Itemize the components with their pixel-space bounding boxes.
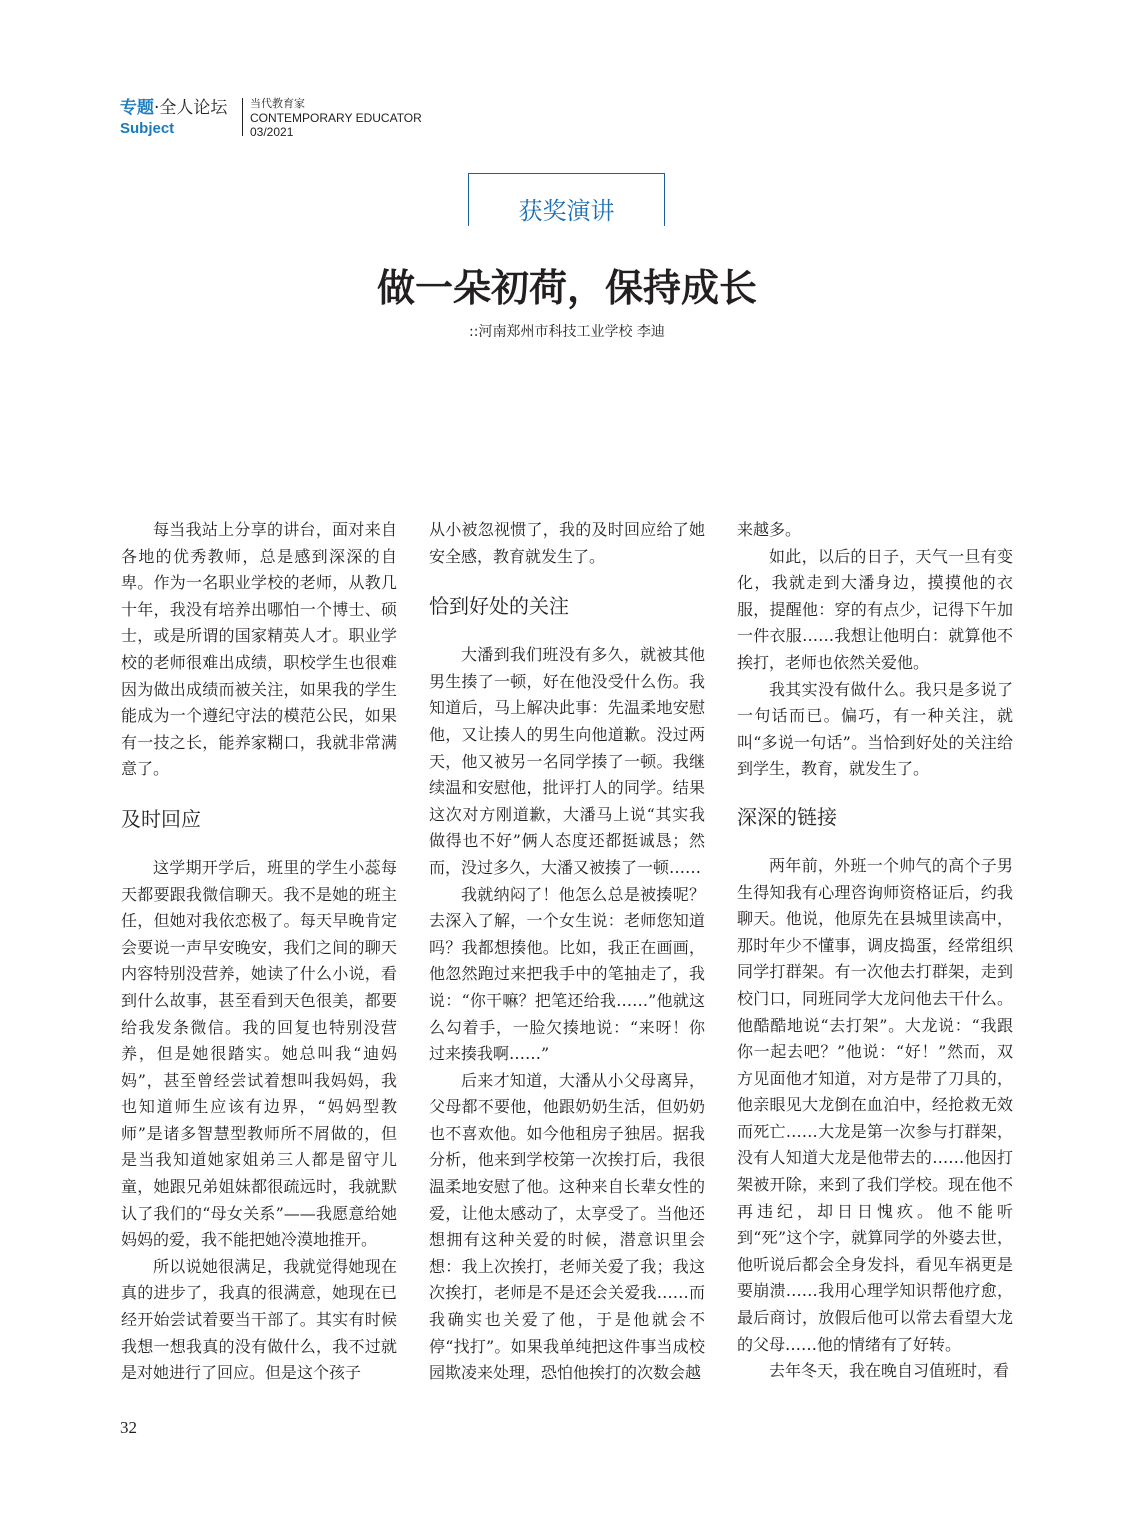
page-number: 32 [120, 1418, 137, 1437]
article-byline: ::河南郑州市科技工业学校 李迪 [469, 324, 665, 340]
issue-number: 03/2021 [250, 125, 294, 139]
column-tag: 获奖演讲 [518, 197, 615, 225]
paragraph: 每当我站上分享的讲台，面对来自各地的优秀教师，总是感到深深的自卑。作为一名职业学校的老师，从教几十年，我没有培养出哪怕一个博士、硕士，或是所谓的国家精英人才。职业学校的老师很难出成绩，职校学生也很难因为做出成绩而被关注，如果我的学生能成为一个遵纪守法的模范公民，如果有一技之长，能养家糊口，我就非常满意了。 [121, 520, 397, 779]
paragraph: 后来才知道，大潘从小父母离异，父母都不要他，他跟奶奶生活，但奶奶也不喜欢他。如今他租房子独居。据我分析，他来到学校第一次挨打后，我很温柔地安慰了他。这种来自长辈女性的爱，让他太感动了，太享受了。当他还想拥有这种关爱的时候，潜意识里会想：我上次挨打，老师关爱了我；我这次挨打，老师是不是还会关爱我……而我确实也关爱了他，于是他就会不停“找打”。如果我单纯把这件事当成校园欺凌来处理，恐怕他挨打的次数会越 [429, 1070, 705, 1383]
text-column-3 [737, 517, 1013, 1385]
paragraph: 两年前，外班一个帅气的高个子男生得知我有心理咨询师资格证后，约我聊天。他说，他原先在县城里读高中，那时年少不懂事，调皮捣蛋，经常组织同学打群架。有一次他去打群架，走到校门口，同班同学大龙问他去干什么。他酷酷地说“去打架”。大龙说：“我跟你一起去吧？”他说：“好！”然而，双方见面他才知道，对方是带了刀具的，他亲眼见大龙倒在血泊中，经抢救无效而死亡……大龙是第一次参与打群架，没有人知道大龙是他带去的……他因打架被开除，来到了我们学校。现在他不再违纪，却日日愧疚。他不能听到“死”这个字，就算同学的外婆去世，他听说后都会全身发抖，看见车祸更是要崩溃……我用心理学知识帮他疗愈，最后商讨，放假后他可以常去看望大龙的父母……他的情绪有了好转。 [737, 855, 1013, 1354]
section-label [120, 98, 227, 118]
magazine-info [250, 97, 422, 139]
paragraph: 这学期开学后，班里的学生小蕊每天都要跟我微信聊天。我不是她的班主任，但她对我依恋极了。每天早晚肯定会要说一声早安晚安，我们之间的聊天内容特别没营养，她读了什么小说，看到什么故事，甚至看到天色很美，都要给我发条微信。我的回复也特别没营养，但是她很踏实。她总叫我“迪妈妈”，甚至曾经尝试着想叫我妈妈，我也知道师生应该有边界，“妈妈型教师”是诸多智慧型教师所不屑做的，但是当我知道她家姐弟三人都是留守儿童，她跟兄弟姐妹都很疏远时，我就默认了我们的“母女关系”——我愿意给她妈妈的爱，我不能把她冷漠地推开。 [121, 857, 397, 1250]
paragraph-continued: 来越多。 [737, 520, 802, 539]
paragraph: 去年冬天，我在晚自习值班时，看 [769, 1361, 1010, 1381]
magazine-name-en: CONTEMPORARY EDUCATOR [250, 111, 422, 125]
paragraph: 大潘到我们班没有多久，就被其他男生揍了一顿，好在他没受什么伤。我知道后，马上解决此事：先温柔地安慰他，又让揍人的男生向他道歉。没过两天，他又被另一名同学揍了一顿。我继续温和安慰他，批评打人的同学。结果这次对方刚道歉，大潘马上说“其实我做得也不好”俩人态度还都挺诚恳；然而，没过多久，大潘又被揍了一顿…… [429, 645, 705, 877]
paragraph: 如此，以后的日子，天气一旦有变化，我就走到大潘身边，摸摸他的衣服，提醒他：穿的有点少，记得下午加一件衣服……我想让他明白：就算他不挨打，老师也依然关爱他。 [737, 546, 1013, 672]
paragraph-continued: 从小被忽视惯了，我的及时回应给了她安全感，教育就发生了。 [429, 520, 705, 566]
paragraph: 所以说她很满足，我就觉得她现在真的进步了，我真的很满意，她现在已经开始尝试着要当干部了。其实有时候我想一想我真的没有做什么，我不过就是对她进行了回应。但是这个孩子 [121, 1256, 397, 1383]
header-divider [242, 98, 243, 136]
magazine-name-cn: 当代教育家 [250, 97, 305, 110]
paragraph: 我其实没有做什么。我只是多说了一句话而已。偏巧，有一种关注，就叫“多说一句话”。当恰到好处的关注给到学生，教育，就发生了。 [737, 679, 1013, 779]
article-title: 做一朵初荷，保持成长 [376, 266, 757, 310]
section-heading: 深深的链接 [737, 804, 837, 829]
paragraph: 我就纳闷了！他怎么总是被揍呢？去深入了解，一个女生说：老师您知道吗？我都想揍他。比如，我正在画画，他忽然跑过来把我手中的笔抽走了，我说：“你干嘛？把笔还给我……”他就这么勾着手，一脸欠揍地说：“来呀！你过来揍我啊……” [429, 884, 705, 1064]
section-heading: 恰到好处的关注 [429, 594, 569, 619]
section-heading: 及时回应 [121, 806, 201, 831]
text-column-2 [429, 517, 705, 1387]
section-label-accent: 专题 [120, 98, 154, 118]
column-tag-box [468, 173, 665, 226]
text-column-1 [121, 517, 397, 1387]
section-label-rest: ·全人论坛 [154, 98, 228, 118]
section-subject: Subject [120, 120, 175, 137]
